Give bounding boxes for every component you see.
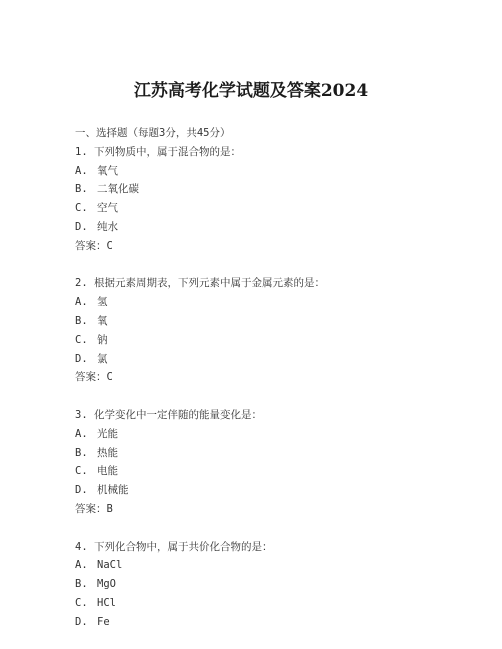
option-letter: A. <box>75 296 88 309</box>
spacer <box>75 387 475 406</box>
option-text: 机械能 <box>97 484 129 497</box>
option-c <box>75 462 475 481</box>
option-b <box>75 180 475 199</box>
question-4 <box>75 538 475 632</box>
option-letter: A. <box>75 427 88 440</box>
option-letter: C. <box>75 333 88 346</box>
option-text: 二氧化碳 <box>97 183 139 196</box>
option-text: 氢 <box>97 296 108 309</box>
question-3 <box>75 406 475 519</box>
option-letter: D. <box>75 220 88 233</box>
option-letter: B. <box>75 446 88 459</box>
option-text: NaCl <box>97 559 123 572</box>
option-text: 电能 <box>97 465 118 478</box>
option-letter: B. <box>75 578 88 591</box>
option-text: Fe <box>97 615 110 628</box>
option-letter: C. <box>75 202 88 215</box>
option-letter: C. <box>75 596 88 609</box>
question-1 <box>75 143 475 256</box>
option-text: 氯 <box>97 352 108 365</box>
option-text: 空气 <box>97 202 118 215</box>
option-letter: C. <box>75 465 88 478</box>
option-a <box>75 556 475 575</box>
option-a <box>75 425 475 444</box>
option-b <box>75 575 475 594</box>
option-letter: A. <box>75 164 88 177</box>
option-a <box>75 162 475 181</box>
page-title: 江苏高考化学试题及答案2024 <box>133 81 369 101</box>
option-c <box>75 331 475 350</box>
option-letter: A. <box>75 559 88 572</box>
answer-line: 答案：C <box>75 371 113 384</box>
option-letter: D. <box>75 615 88 628</box>
answer-line: 答案：C <box>75 239 113 252</box>
option-text: 热能 <box>97 446 118 459</box>
question-stem: 1. 下列物质中，属于混合物的是： <box>75 145 241 158</box>
option-letter: B. <box>75 314 88 327</box>
option-text: 氧 <box>97 314 108 327</box>
option-d <box>75 481 475 500</box>
option-c <box>75 199 475 218</box>
question-stem: 3. 化学变化中一定伴随的能量变化是： <box>75 408 262 421</box>
option-letter: D. <box>75 352 88 365</box>
question-stem: 4. 下列化合物中，属于共价化合物的是： <box>75 540 273 553</box>
spacer <box>75 519 475 538</box>
option-a <box>75 293 475 312</box>
option-letter: D. <box>75 484 88 497</box>
option-d <box>75 613 475 632</box>
question-2 <box>75 274 475 387</box>
option-text: 光能 <box>97 427 118 440</box>
option-text: 氧气 <box>97 164 118 177</box>
option-text: MgO <box>97 578 116 591</box>
option-text: 纯水 <box>97 220 118 233</box>
section-heading: 一、选择题（每题3分，共45分） <box>75 127 231 139</box>
spacer <box>75 256 475 275</box>
exam-content <box>75 124 475 632</box>
question-stem: 2. 根据元素周期表，下列元素中属于金属元素的是： <box>75 277 325 290</box>
option-b <box>75 444 475 463</box>
option-d <box>75 350 475 369</box>
option-text: HCl <box>97 596 116 609</box>
option-b <box>75 312 475 331</box>
option-text: 钠 <box>97 333 108 346</box>
option-letter: B. <box>75 183 88 196</box>
option-c <box>75 594 475 613</box>
answer-line: 答案：B <box>75 502 113 515</box>
option-d <box>75 218 475 237</box>
